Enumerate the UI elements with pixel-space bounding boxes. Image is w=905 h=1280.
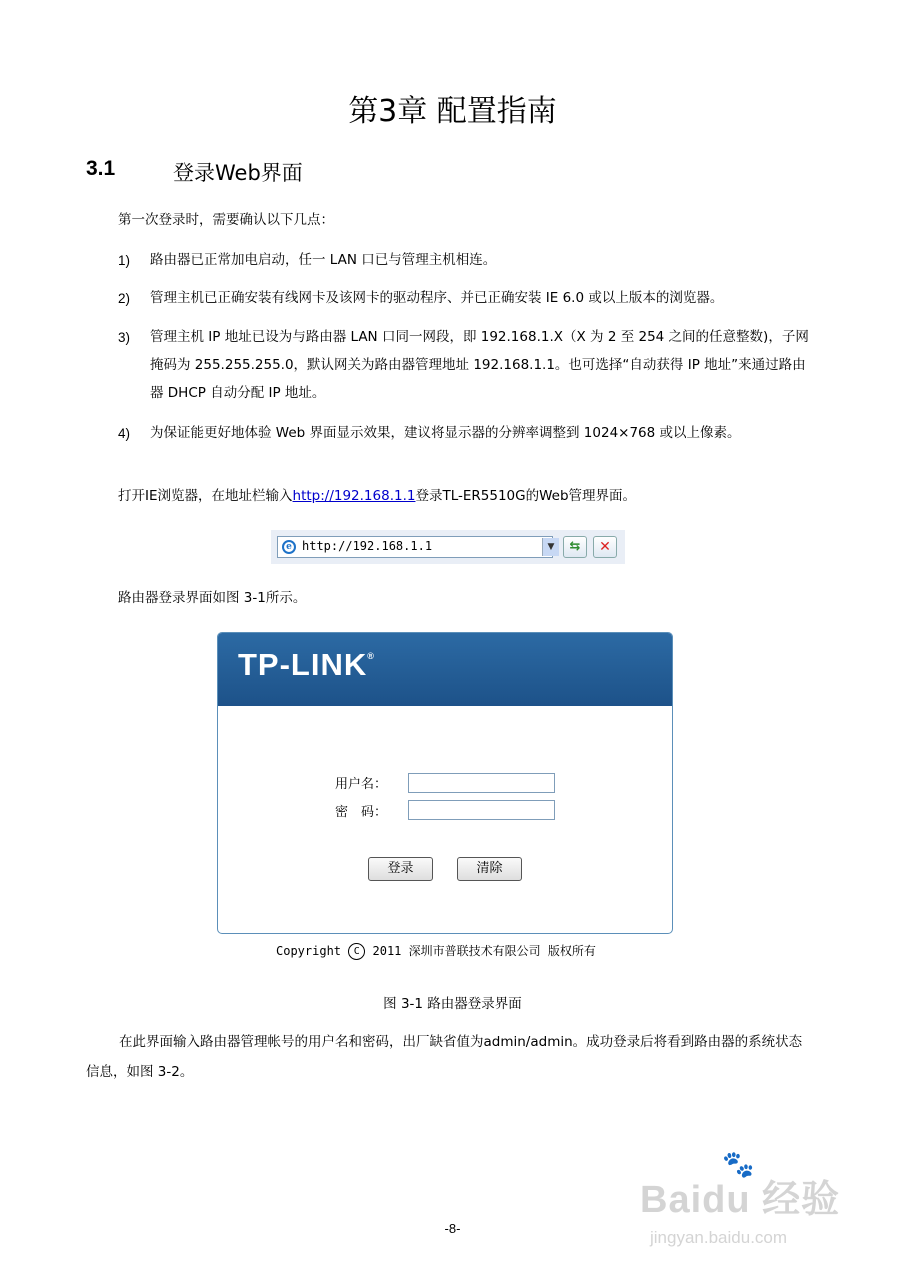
section-number: 3.1 xyxy=(86,157,116,180)
ie-icon: e xyxy=(282,540,296,554)
page-number: -8- xyxy=(444,1221,461,1236)
chapter-title: 第3章 配置指南 xyxy=(348,94,557,129)
list-item-text: 为保证能更好地体验 Web 界面显示效果，建议将显示器的分辨率调整到 1024×768 或以上像素。 xyxy=(150,425,741,441)
clear-button[interactable]: 清除 xyxy=(457,857,522,881)
baidu-watermark xyxy=(640,1150,870,1270)
open-ie-after: 登录TL-ER5510G的Web管理界面。 xyxy=(415,488,637,504)
username-label: 用户名： xyxy=(335,777,388,792)
watermark-brand: Baidu 经验 xyxy=(640,1179,841,1221)
figure-caption: 图 3-1 路由器登录界面 xyxy=(383,996,522,1012)
list-item-text: 管理主机已正确安装有线网卡及该网卡的驱动程序、并已正确安装 IE 6.0 或以上版本的浏览器。 xyxy=(150,290,724,306)
login-button[interactable]: 登录 xyxy=(368,857,433,881)
close-icon[interactable]: ✕ xyxy=(593,536,617,558)
copyright-line: Copyright C 2011 深圳市普联技术有限公司 版权所有 xyxy=(276,944,596,958)
router-url-link[interactable]: http://192.168.1.1 xyxy=(292,488,416,504)
password-label: 密 码： xyxy=(335,805,388,820)
login-window xyxy=(217,632,673,934)
username-input[interactable] xyxy=(408,773,555,793)
address-url: http://192.168.1.1 xyxy=(302,539,433,553)
copyright-icon: C xyxy=(348,943,365,960)
watermark-url: jingyan.baidu.com xyxy=(650,1228,788,1247)
address-field[interactable] xyxy=(277,536,553,558)
section-title: 登录Web界面 xyxy=(173,161,303,185)
login-intro-text: 路由器登录界面如图 3-1所示。 xyxy=(118,590,307,606)
list-item-number: 1) xyxy=(118,253,131,268)
list-item-number: 2) xyxy=(118,291,131,306)
list-item-number: 3) xyxy=(118,330,131,345)
login-header xyxy=(218,633,672,706)
list-item-text: 管理主机 IP 地址已设为与路由器 LAN 口同一网段，即 192.168.1.X（X 为 2 至 254 之间的任意整数)，子网掩码为 255.255.255.0，默认网关为路由器管理地址 192.168.1.1。也可选择“自动获得 IP 地址”来通过路由器 DHCP 自动分配 IP 地址。 xyxy=(150,329,809,401)
intro-text: 第一次登录时，需要确认以下几点： xyxy=(118,212,334,228)
password-input[interactable] xyxy=(408,800,555,820)
paw-icon: 🐾 xyxy=(722,1150,755,1180)
closing-paragraph: 在此界面输入路由器管理帐号的用户名和密码，出厂缺省值为admin/admin。成功登录后将看到路由器的系统状态信息，如图 3-2。 xyxy=(86,1034,803,1080)
dropdown-arrow-icon[interactable]: ▼ xyxy=(542,538,559,556)
tp-link-logo: TP-LINK® xyxy=(238,647,375,682)
open-ie-before: 打开IE浏览器，在地址栏输入 xyxy=(118,488,293,504)
address-bar-screenshot xyxy=(271,530,625,564)
refresh-icon[interactable]: ⇆ xyxy=(563,536,587,558)
open-ie-paragraph xyxy=(118,481,636,511)
list-item-number: 4) xyxy=(118,426,131,441)
list-item-text: 路由器已正常加电启动，任一 LAN 口已与管理主机相连。 xyxy=(150,252,497,268)
